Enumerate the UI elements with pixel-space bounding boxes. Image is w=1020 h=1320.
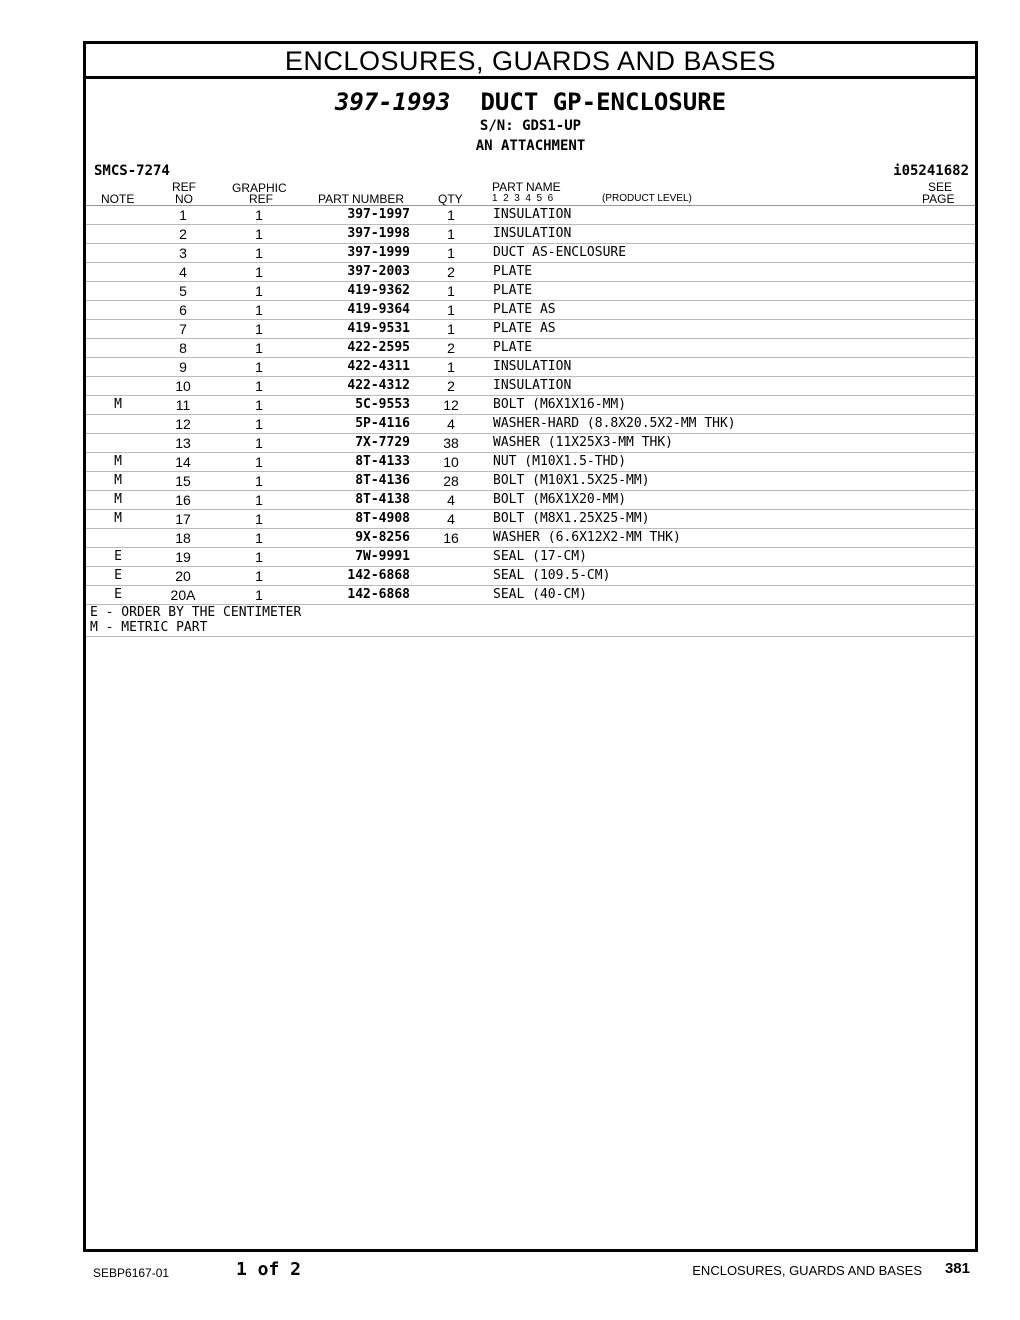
row-qty: 4 — [447, 511, 455, 527]
row-part-number: 8T-4133 — [355, 454, 410, 469]
table-row — [86, 529, 975, 548]
row-part-name: NUT (M10X1.5-THD) — [493, 454, 627, 469]
page-of: 1 of 2 — [236, 1259, 302, 1280]
table-row — [86, 415, 975, 434]
col-part-number: PART NUMBER — [318, 192, 405, 206]
row-note: E — [114, 568, 122, 583]
row-part-number: 422-4312 — [347, 378, 410, 393]
row-qty: 1 — [447, 245, 455, 261]
row-part-number: 422-4311 — [347, 359, 410, 374]
row-qty: 2 — [447, 340, 455, 356]
row-part-name: WASHER (6.6X12X2-MM THK) — [493, 530, 681, 545]
row-ref-no: 7 — [179, 321, 187, 337]
row-ref-no: 18 — [175, 530, 191, 546]
row-graphic-ref: 1 — [255, 568, 263, 584]
row-ref-no: 16 — [175, 492, 191, 508]
attachment-label: AN ATTACHMENT — [475, 138, 586, 154]
row-graphic-ref: 1 — [255, 340, 263, 356]
group-name: DUCT GP-ENCLOSURE — [480, 88, 727, 116]
col-graphic-bottom: REF — [249, 192, 273, 206]
row-part-number: 5C-9553 — [355, 397, 410, 412]
row-qty: 10 — [443, 454, 459, 470]
col-see-bottom: PAGE — [922, 192, 955, 206]
column-header — [86, 181, 975, 206]
row-graphic-ref: 1 — [255, 435, 263, 451]
row-qty: 4 — [447, 416, 455, 432]
row-part-number: 419-9364 — [347, 302, 410, 317]
table-row — [86, 491, 975, 510]
table-row — [86, 434, 975, 453]
row-part-name: SEAL (17-CM) — [493, 549, 587, 564]
serial-range: S/N: GDS1-UP — [479, 118, 582, 134]
row-qty: 16 — [443, 530, 459, 546]
row-part-name: BOLT (M8X1.25X25-MM) — [493, 511, 650, 526]
table-row — [86, 453, 975, 472]
row-ref-no: 1 — [179, 207, 187, 223]
row-qty: 28 — [443, 473, 459, 489]
row-graphic-ref: 1 — [255, 321, 263, 337]
table-row — [86, 567, 975, 586]
row-part-name: INSULATION — [493, 207, 572, 222]
row-part-number: 422-2595 — [347, 340, 410, 355]
row-part-name: PLATE AS — [493, 302, 556, 317]
row-ref-no: 14 — [175, 454, 191, 470]
table-row — [86, 301, 975, 320]
row-part-number: 397-2003 — [347, 264, 410, 279]
row-graphic-ref: 1 — [255, 378, 263, 394]
row-graphic-ref: 1 — [255, 416, 263, 432]
row-graphic-ref: 1 — [255, 283, 263, 299]
row-note: E — [114, 549, 122, 564]
group-title — [86, 87, 975, 117]
note-e: E - ORDER BY THE CENTIMETER — [90, 605, 302, 620]
row-part-name: BOLT (M6X1X16-MM) — [493, 397, 627, 412]
row-part-number: 8T-4138 — [355, 492, 410, 507]
row-part-name: PLATE — [493, 264, 533, 279]
col-qty: QTY — [438, 192, 463, 206]
row-part-number: 9X-8256 — [355, 530, 410, 545]
row-ref-no: 6 — [179, 302, 187, 318]
note-m: M - METRIC PART — [90, 620, 208, 635]
row-graphic-ref: 1 — [255, 549, 263, 565]
row-qty: 1 — [447, 321, 455, 337]
doc-number: SEBP6167-01 — [93, 1266, 170, 1280]
row-part-number: 397-1997 — [347, 207, 410, 222]
col-ref-top: REF — [172, 180, 196, 194]
row-qty: 1 — [447, 207, 455, 223]
col-levels: 1 2 3 4 5 6 — [492, 193, 554, 204]
row-ref-no: 8 — [179, 340, 187, 356]
group-part-number: 397-1993 — [334, 88, 451, 116]
row-ref-no: 19 — [175, 549, 191, 565]
row-qty: 1 — [447, 359, 455, 375]
row-part-number: 7X-7729 — [355, 435, 410, 450]
col-product-level: (PRODUCT LEVEL) — [602, 193, 692, 204]
row-part-number: 5P-4116 — [355, 416, 410, 431]
footer-section: ENCLOSURES, GUARDS AND BASES — [692, 1263, 922, 1278]
row-part-name: INSULATION — [493, 359, 572, 374]
table-row — [86, 396, 975, 415]
notes-block — [86, 605, 975, 637]
row-graphic-ref: 1 — [255, 454, 263, 470]
row-part-name: WASHER (11X25X3-MM THK) — [493, 435, 674, 450]
row-graphic-ref: 1 — [255, 359, 263, 375]
row-part-name: SEAL (109.5-CM) — [493, 568, 611, 583]
row-part-number: 419-9531 — [347, 321, 410, 336]
row-note: M — [114, 454, 122, 469]
table-row — [86, 377, 975, 396]
row-graphic-ref: 1 — [255, 397, 263, 413]
row-part-name: INSULATION — [493, 378, 572, 393]
row-qty: 1 — [447, 226, 455, 242]
row-ref-no: 11 — [175, 397, 191, 413]
row-qty: 38 — [443, 435, 459, 451]
illustration-id: i05241682 — [893, 163, 969, 179]
table-row — [86, 206, 975, 225]
row-part-name: BOLT (M6X1X20-MM) — [493, 492, 627, 507]
row-qty: 2 — [447, 264, 455, 280]
row-ref-no: 3 — [179, 245, 187, 261]
row-note: E — [114, 587, 122, 602]
row-graphic-ref: 1 — [255, 587, 263, 603]
table-row — [86, 472, 975, 491]
row-graphic-ref: 1 — [255, 226, 263, 242]
table-row — [86, 282, 975, 301]
row-ref-no: 10 — [175, 378, 191, 394]
row-part-number: 397-1999 — [347, 245, 410, 260]
page-frame — [83, 41, 978, 1252]
row-ref-no: 4 — [179, 264, 187, 280]
row-graphic-ref: 1 — [255, 492, 263, 508]
row-graphic-ref: 1 — [255, 473, 263, 489]
row-graphic-ref: 1 — [255, 302, 263, 318]
row-qty: 1 — [447, 302, 455, 318]
row-ref-no: 15 — [175, 473, 191, 489]
row-qty: 4 — [447, 492, 455, 508]
table-row — [86, 586, 975, 605]
col-ref-bottom: NO — [175, 192, 193, 206]
row-part-name: WASHER-HARD (8.8X20.5X2-MM THK) — [493, 416, 736, 431]
row-part-name: PLATE — [493, 340, 533, 355]
table-row — [86, 244, 975, 263]
row-part-name: INSULATION — [493, 226, 572, 241]
row-graphic-ref: 1 — [255, 511, 263, 527]
col-graphic-top: GRAPHIC — [232, 181, 287, 195]
row-ref-no: 2 — [179, 226, 187, 242]
table-row — [86, 339, 975, 358]
table-row — [86, 358, 975, 377]
table-row — [86, 225, 975, 244]
row-part-number: 8T-4136 — [355, 473, 410, 488]
row-part-number: 7W-9991 — [355, 549, 410, 564]
row-graphic-ref: 1 — [255, 245, 263, 261]
table-row — [86, 320, 975, 339]
row-qty: 12 — [443, 397, 459, 413]
row-part-number: 8T-4908 — [355, 511, 410, 526]
row-part-name: BOLT (M10X1.5X25-MM) — [493, 473, 650, 488]
row-graphic-ref: 1 — [255, 530, 263, 546]
smcs-code: SMCS-7274 — [94, 163, 170, 179]
row-part-number: 142-6868 — [347, 587, 410, 602]
row-note: M — [114, 492, 122, 507]
table-row — [86, 548, 975, 567]
row-part-number: 419-9362 — [347, 283, 410, 298]
row-part-name: PLATE AS — [493, 321, 556, 336]
page-number: 381 — [944, 1260, 970, 1277]
col-part-name: PART NAME — [492, 180, 561, 194]
col-see-top: SEE — [928, 180, 953, 194]
row-part-number: 397-1998 — [347, 226, 410, 241]
row-note: M — [114, 397, 122, 412]
row-qty: 1 — [447, 283, 455, 299]
row-ref-no: 20A — [170, 587, 196, 603]
row-ref-no: 9 — [179, 359, 187, 375]
row-part-number: 142-6868 — [347, 568, 410, 583]
row-ref-no: 20 — [175, 568, 191, 584]
smcs-row — [86, 163, 975, 181]
row-ref-no: 17 — [175, 511, 191, 527]
row-graphic-ref: 1 — [255, 207, 263, 223]
row-part-name: SEAL (40-CM) — [493, 587, 587, 602]
row-graphic-ref: 1 — [255, 264, 263, 280]
table-row — [86, 510, 975, 529]
row-note: M — [114, 511, 122, 526]
row-ref-no: 12 — [175, 416, 191, 432]
row-ref-no: 5 — [179, 283, 187, 299]
page-footer — [0, 1256, 1020, 1286]
row-part-name: DUCT AS-ENCLOSURE — [493, 245, 627, 260]
parts-table — [86, 206, 975, 605]
row-note: M — [114, 473, 122, 488]
section-title: ENCLOSURES, GUARDS AND BASES — [86, 44, 975, 79]
row-ref-no: 13 — [175, 435, 191, 451]
row-qty: 2 — [447, 378, 455, 394]
col-note: NOTE — [101, 192, 135, 206]
group-header — [86, 87, 975, 156]
table-row — [86, 263, 975, 282]
row-part-name: PLATE — [493, 283, 533, 298]
